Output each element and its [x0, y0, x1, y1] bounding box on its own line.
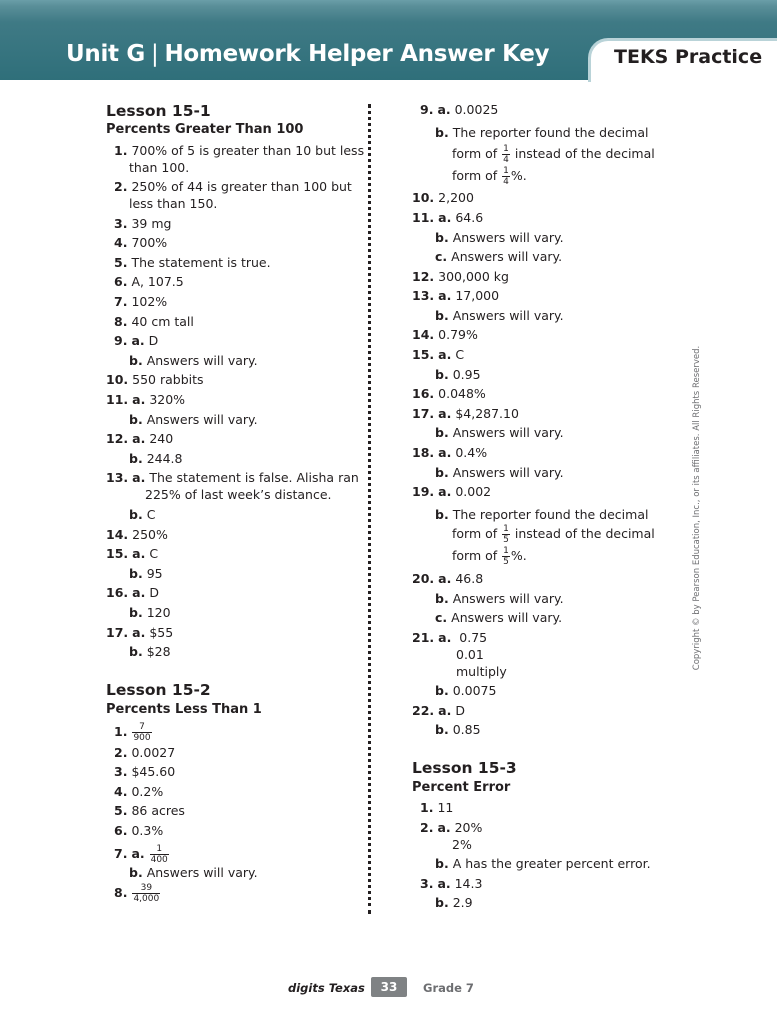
footer-book-title: digits Texas [288, 981, 365, 995]
answer-item: 0.01 [456, 647, 484, 662]
answer-item: less than 150. [129, 196, 218, 211]
answer-item: 13. a. 17,000 [412, 288, 500, 303]
page-title [66, 41, 549, 67]
answer-item: 12. 300,000 kg [412, 269, 509, 284]
answer-item: b. The reporter found the decimal [435, 507, 649, 522]
answer-item: b. A has the greater percent error. [435, 856, 651, 871]
answer-item: 8. $\frac{39}{4,000}$ [114, 883, 160, 904]
fraction: $\frac{1}{400}$ [150, 844, 168, 865]
answer-item: 2. 0.0027 [114, 745, 176, 760]
answer-item: 3. 39 mg [114, 216, 172, 231]
answer-item: 18. a. 0.4% [412, 445, 488, 460]
answer-item: 2% [452, 837, 472, 852]
answer-item: 225% of last week’s distance. [145, 487, 332, 502]
lesson-15-2-subtitle: Percents Less Than 1 [106, 702, 262, 717]
answer-item: 17. a. $4,287.10 [412, 406, 519, 421]
fraction: $\frac{39}{4,000}$ [133, 883, 160, 904]
lesson-15-2-title: Lesson 15-2 [106, 681, 211, 699]
answer-item: 10. 550 rabbits [106, 372, 204, 387]
answer-item: 4. 700% [114, 235, 168, 250]
answer-item: 2. a. 20% [420, 820, 483, 835]
answer-item: b. Answers will vary. [435, 465, 564, 480]
answer-item: b. Answers will vary. [435, 591, 564, 606]
answer-item: 6. 0.3% [114, 823, 164, 838]
fraction: $\frac{1}{5}$ [503, 524, 509, 545]
fraction: $\frac{1}{5}$ [503, 546, 509, 567]
fraction: $\frac{1}{4}$ [503, 166, 509, 187]
answer-item: b. Answers will vary. [435, 425, 564, 440]
answer-item: 20. a. 46.8 [412, 571, 484, 586]
answer-item: 22. a. D [412, 703, 465, 718]
lesson-15-3-title: Lesson 15-3 [412, 759, 517, 777]
answer-item: b. C [129, 507, 156, 522]
answer-item: b. Answers will vary. [129, 353, 258, 368]
title-text: Homework Helper Answer Key [164, 41, 550, 67]
answer-item: 11. a. 320% [106, 392, 186, 407]
answer-item: b. Answers will vary. [129, 865, 258, 880]
answer-item: 13. a. The statement is false. Alisha ran [106, 470, 359, 485]
answer-item: 7. 102% [114, 294, 168, 309]
page-number: 33 [371, 977, 407, 997]
answer-item: b. $28 [129, 644, 171, 659]
answer-item: 15. a. C [412, 347, 465, 362]
answer-item: b. 0.85 [435, 722, 481, 737]
column-divider [368, 104, 371, 914]
answer-item: 7. a. $\frac{1}{400}$ [114, 844, 168, 865]
answer-item: b. Answers will vary. [435, 230, 564, 245]
answer-item: b. 0.95 [435, 367, 481, 382]
answer-item: c. Answers will vary. [435, 610, 563, 625]
answer-item: form of $\frac{1}{4}$ instead of the decimal [452, 144, 655, 165]
answer-item: 5. 86 acres [114, 803, 185, 818]
answer-item: 16. a. D [106, 585, 159, 600]
answer-item: 19. a. 0.002 [412, 484, 492, 499]
answer-item: 21. a. 0.75 [412, 630, 488, 645]
answer-item: 14. 0.79% [412, 327, 478, 342]
fraction: $\frac{7}{900}$ [133, 722, 151, 743]
unit-label: Unit G [66, 41, 146, 67]
title-separator: | [151, 41, 159, 67]
answer-item: form of $\frac{1}{5}$ %. [452, 546, 527, 567]
answer-item: b. Answers will vary. [435, 308, 564, 323]
answer-item: 11. a. 64.6 [412, 210, 484, 225]
answer-item: 1. 11 [420, 800, 454, 815]
answer-item: 3. $45.60 [114, 764, 176, 779]
answer-item: b. 2.9 [435, 895, 473, 910]
answer-item: b. The reporter found the decimal [435, 125, 649, 140]
answer-item: 4. 0.2% [114, 784, 164, 799]
answer-item: 10. 2,200 [412, 190, 474, 205]
answer-item: 17. a. $55 [106, 625, 174, 640]
answer-item: 12. a. 240 [106, 431, 174, 446]
answer-item: c. Answers will vary. [435, 249, 563, 264]
copyright-notice: Copyright © by Pearson Education, Inc., or its affiliates. All Rights Reserved. [692, 345, 702, 671]
answer-item: than 100. [129, 160, 190, 175]
answer-item: b. 120 [129, 605, 171, 620]
answer-item: 1. $\frac{7}{900}$ [114, 722, 151, 743]
answer-item: 8. 40 cm tall [114, 314, 194, 329]
lesson-15-1-title: Lesson 15-1 [106, 102, 211, 120]
teks-tab-label: TEKS Practice [614, 46, 763, 68]
answer-item: 2. 250% of 44 is greater than 100 but [114, 179, 352, 194]
answer-item: 15. a. C [106, 546, 159, 561]
answer-item: b. 0.0075 [435, 683, 497, 698]
lesson-15-3-subtitle: Percent Error [412, 780, 511, 795]
answer-item: form of $\frac{1}{4}$ %. [452, 166, 527, 187]
answer-item: 9. a. D [114, 333, 159, 348]
footer-grade: Grade 7 [423, 981, 474, 995]
answer-item: 5. The statement is true. [114, 255, 271, 270]
answer-item: 9. a. 0.0025 [420, 102, 499, 117]
answer-item: 14. 250% [106, 527, 168, 542]
answer-item: form of $\frac{1}{5}$ instead of the decimal [452, 524, 655, 545]
answer-item: b. 95 [129, 566, 163, 581]
answer-item: 16. 0.048% [412, 386, 486, 401]
answer-item: multiply [456, 664, 507, 679]
answer-item: 3. a. 14.3 [420, 876, 483, 891]
answer-item: b. Answers will vary. [129, 412, 258, 427]
answer-item: 1. 700% of 5 is greater than 10 but less [114, 143, 365, 158]
fraction: $\frac{1}{4}$ [503, 144, 509, 165]
lesson-15-1-subtitle: Percents Greater Than 100 [106, 122, 304, 137]
answer-item: b. 244.8 [129, 451, 183, 466]
answer-item: 6. A, 107.5 [114, 274, 184, 289]
